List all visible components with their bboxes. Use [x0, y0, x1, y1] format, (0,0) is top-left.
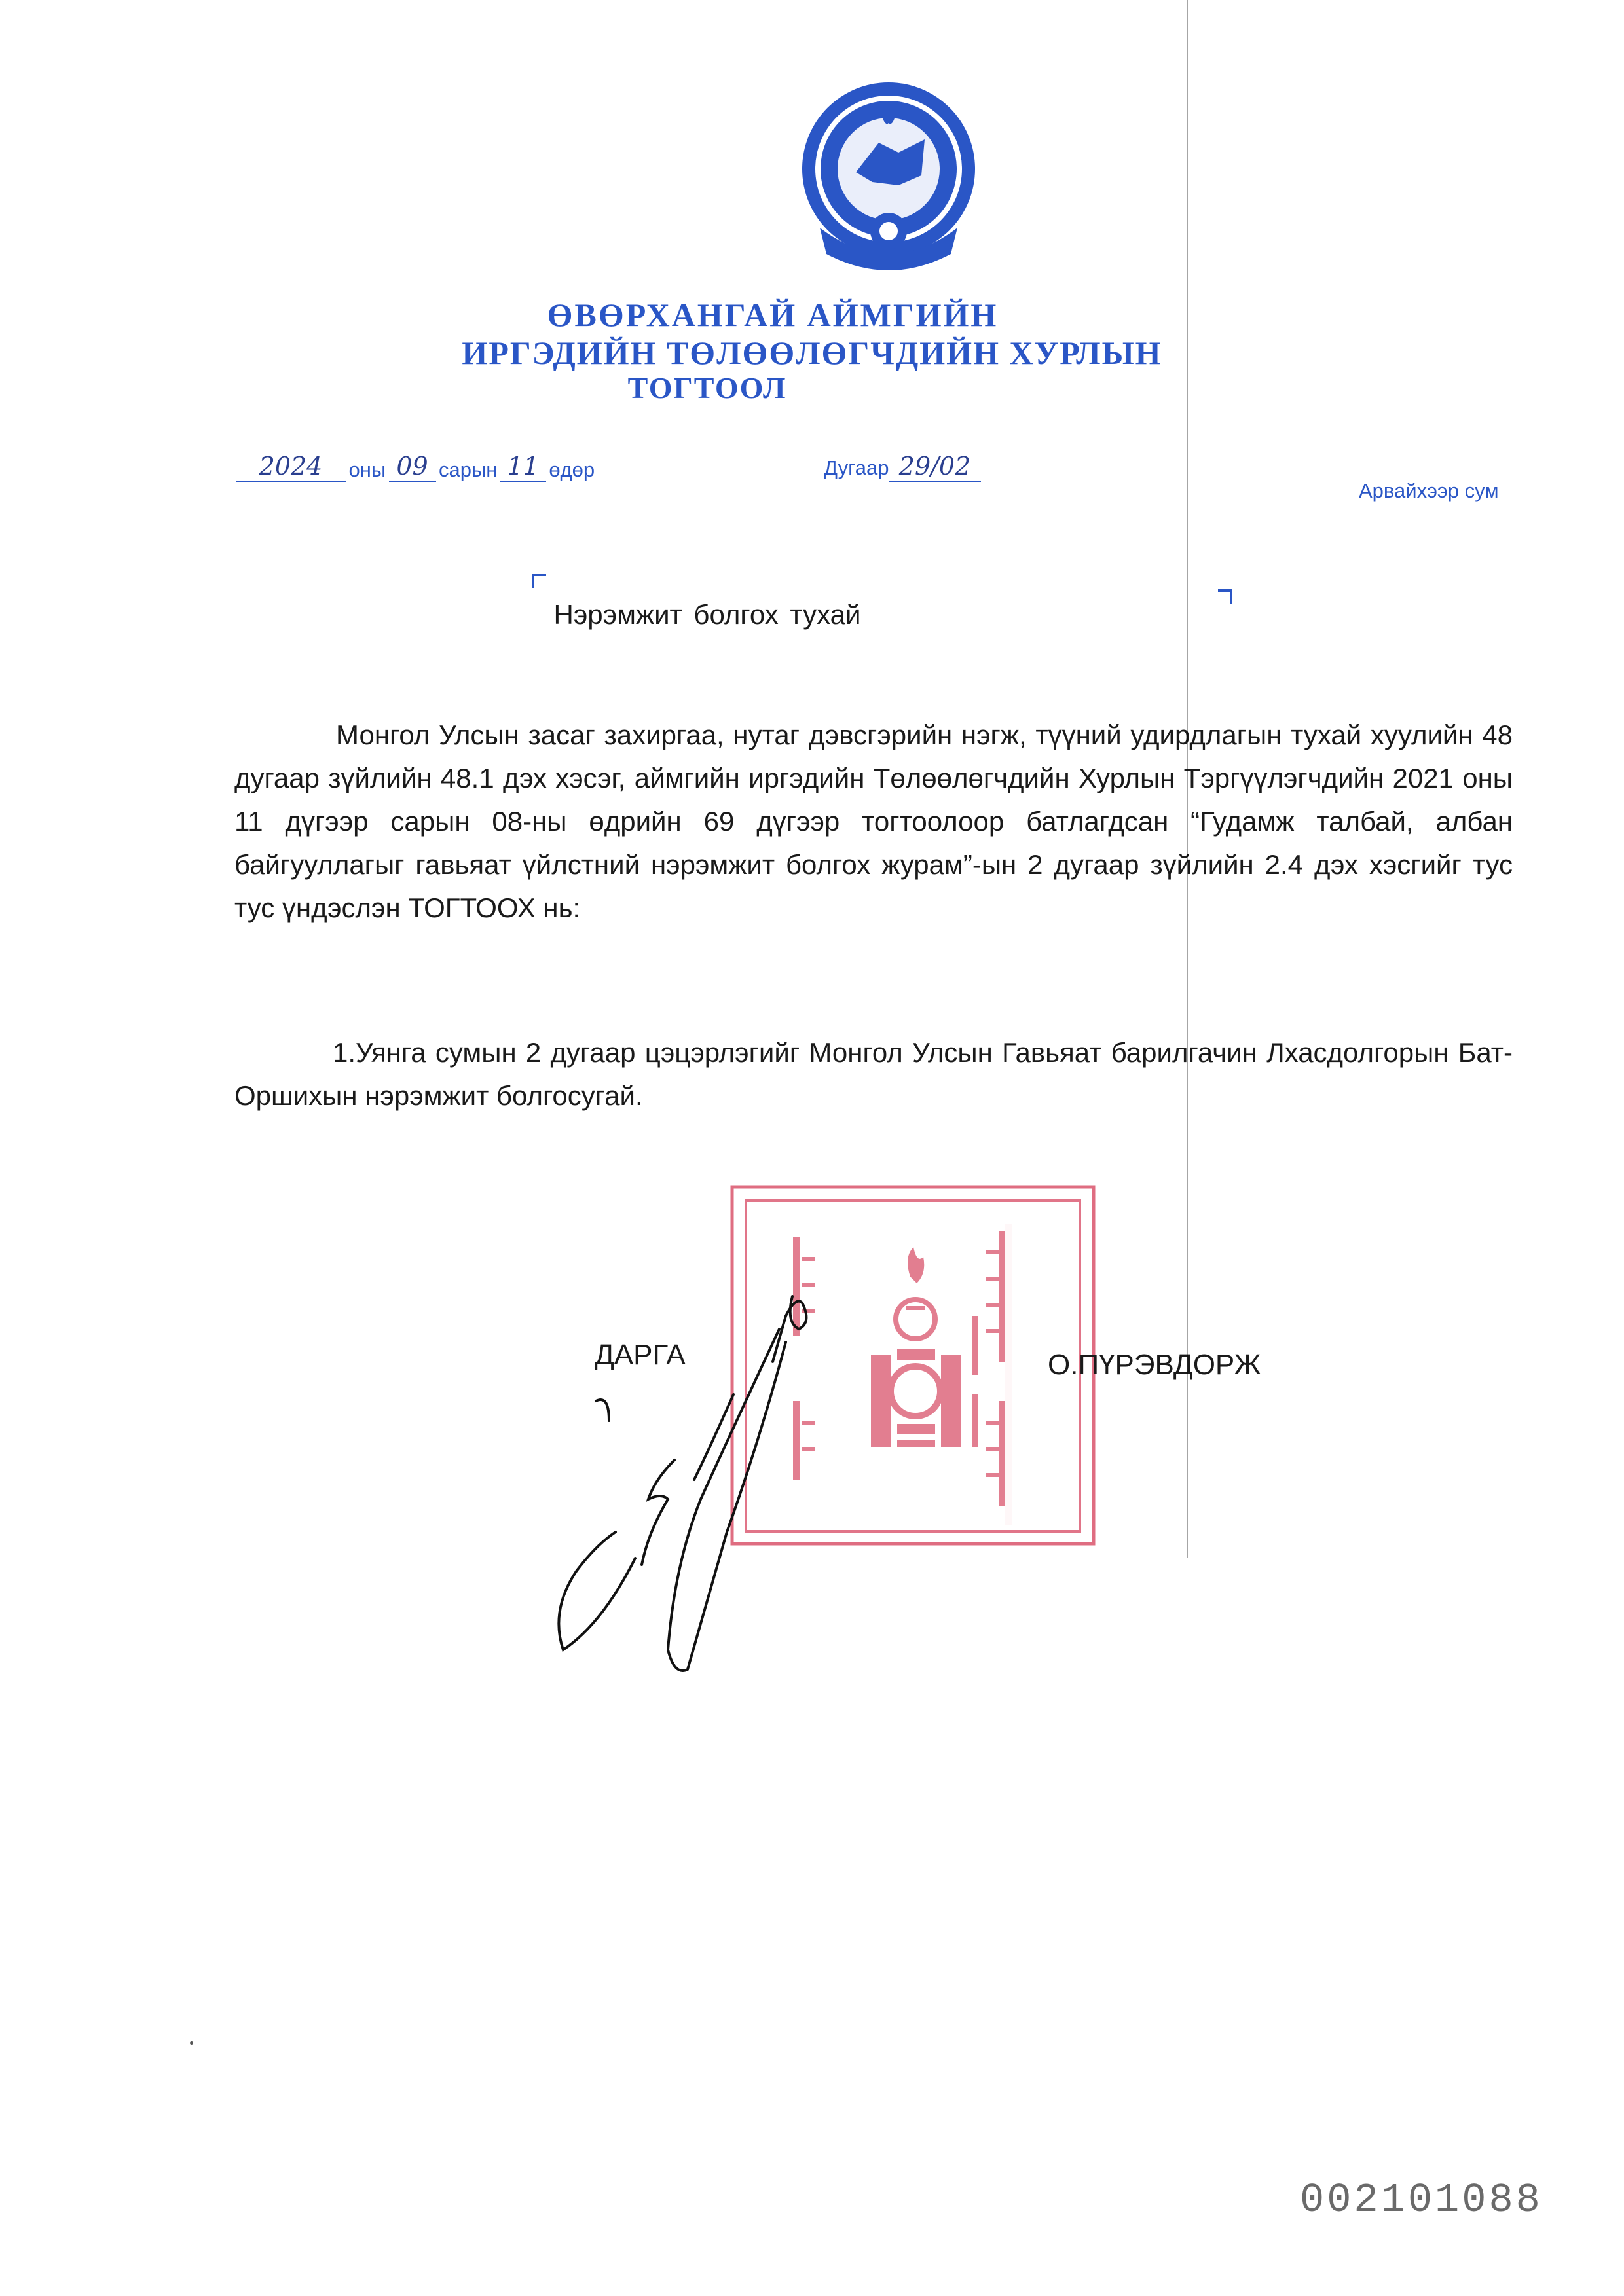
- footer-serial-number: 002101088: [1300, 2177, 1543, 2223]
- date-day: 11: [500, 452, 546, 482]
- body-paragraph-2: 1.Уянга сумын 2 дугаар цэцэрлэгийг Монгол Улсын Гавьяат барилгачин Лхасдолгорын Бат-Оршихын нэрэмжит болгосугай.: [234, 1037, 1513, 1111]
- signatory-name: О.ПҮРЭВДОРЖ: [1048, 1349, 1261, 1381]
- state-emblem: [794, 77, 984, 274]
- heading-line-2: ИРГЭДИЙН ТӨЛӨӨЛӨГЧДИЙН ХУРЛЫН: [462, 335, 1162, 371]
- handwritten-signature: [537, 1283, 864, 1696]
- date-month: 09: [389, 452, 436, 482]
- signatory-title: ДАРГА: [595, 1339, 686, 1371]
- corner-mark-left: [532, 574, 546, 588]
- number-label: Дугаар: [824, 456, 889, 479]
- scan-speck: [190, 2041, 193, 2045]
- subject-title: Нэрэмжит болгох тухай: [553, 599, 861, 630]
- document-number: [824, 452, 981, 482]
- scan-fold-line: [1187, 0, 1188, 1558]
- heading-line-3: ТОГТООЛ: [627, 371, 787, 405]
- date-line: [236, 452, 595, 482]
- date-year: 2024: [236, 452, 346, 482]
- body-paragraph-1: Монгол Улсын засаг захиргаа, нутаг дэвсгэрийн нэгж, түүний удирдлагын тухай хуулийн 48 дугаар зүйлийн 48.1 дэх хэсэг, аймгийн иргэдийн Төлөөлөгчдийн Хурлын Тэргүүлэгчдийн 2021 оны 11 дүгээр сарын 08-ны өдрийн 69 дүгээр тогтоолоор батлагдсан “Гудамж талбай, албан байгууллагыг гавьяат үйлстний нэрэмжит болгох журам”-ын 2 дугаар зүйлийн 2.4 дэх хэсгийг тус тус үндэслэн ТОГТООХ нь:: [234, 720, 1513, 923]
- date-year-label: оны: [348, 458, 386, 481]
- place-name: Арвайхээр сум: [1359, 479, 1499, 502]
- number-value: 29/02: [889, 452, 981, 482]
- date-day-label: өдөр: [549, 458, 595, 481]
- heading-line-1: ӨВӨРХАНГАЙ АЙМГИЙН: [547, 297, 999, 333]
- date-month-label: сарын: [439, 458, 498, 481]
